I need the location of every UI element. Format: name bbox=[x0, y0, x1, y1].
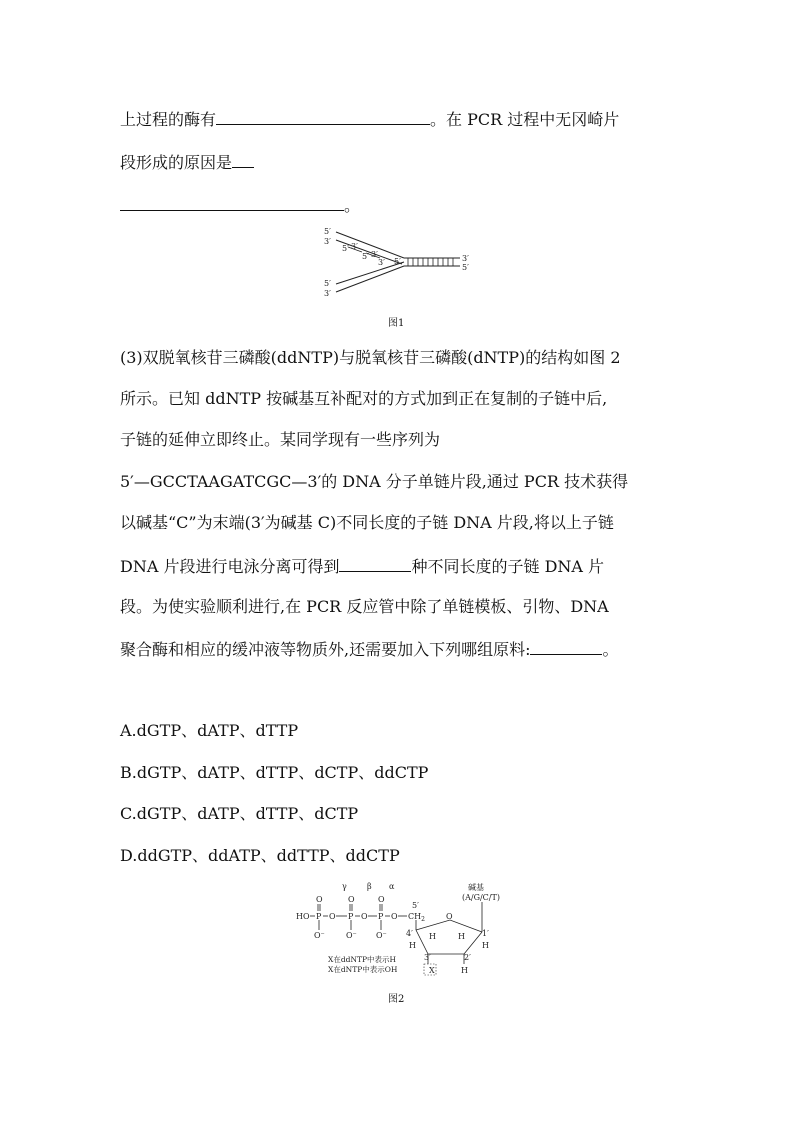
q3-line6 bbox=[120, 555, 604, 577]
phosphate-gamma: P bbox=[316, 912, 322, 921]
c5-label: 5′ bbox=[412, 901, 419, 910]
answer-blank-reason-start[interactable] bbox=[232, 151, 254, 168]
note-dntp: X在dNTP中表示OH bbox=[328, 965, 398, 974]
fig1-label: 3′ bbox=[351, 242, 358, 251]
bridge-o: O bbox=[391, 912, 398, 921]
q3-text: 。 bbox=[602, 640, 619, 659]
phosphate-alpha: P bbox=[378, 912, 384, 921]
h-label: H bbox=[429, 932, 436, 941]
c4-label: 4′ bbox=[406, 929, 413, 938]
fig1-label: 5′ bbox=[462, 263, 469, 272]
q3-line5: 以碱基“C”为末端(3′为碱基 C)不同长度的子链 DNA 片段,将以上子链 bbox=[120, 513, 614, 532]
option-c[interactable]: C.dGTP、dATP、dTTP、dCTP bbox=[120, 804, 359, 823]
o-minus: O⁻ bbox=[376, 931, 387, 940]
fig1-label: 3′ bbox=[324, 289, 331, 298]
c1-label: 1′ bbox=[482, 929, 489, 938]
option-a[interactable]: A.dGTP、dATP、dTTP bbox=[120, 721, 299, 740]
q3-text: 种不同长度的子链 DNA 片 bbox=[411, 557, 605, 576]
x-label: X bbox=[429, 966, 435, 975]
q2-period: 。 bbox=[344, 196, 361, 215]
answer-blank-materials[interactable] bbox=[530, 638, 602, 655]
base-pair-rungs bbox=[408, 258, 453, 266]
alpha-label: α bbox=[389, 882, 395, 891]
fig1-label: 5′ bbox=[324, 227, 331, 236]
h-label: H bbox=[482, 941, 489, 950]
q3-line3: 子链的延伸立即终止。某同学现有一些序列为 bbox=[120, 430, 441, 449]
double-bond-o: O bbox=[348, 895, 355, 904]
fig1-label: 3′ bbox=[324, 237, 331, 246]
phosphate-beta: P bbox=[348, 912, 354, 921]
q2-text-b: 。在 PCR 过程中无冈崎片 bbox=[430, 110, 620, 129]
figure-2-nucleotide-structure bbox=[290, 880, 510, 980]
ho-label: HO bbox=[296, 912, 310, 921]
c2-label: 2′ bbox=[464, 953, 471, 962]
fig1-label: 3′ bbox=[378, 258, 385, 267]
gamma-label: γ bbox=[342, 882, 347, 891]
o-minus: O⁻ bbox=[346, 931, 357, 940]
ch2-label: $CH_2$ bbox=[408, 912, 425, 923]
bridge-o: O bbox=[361, 912, 368, 921]
fig1-label: 5′ bbox=[342, 244, 349, 253]
base-types-label: (A/G/C/T) bbox=[462, 893, 500, 902]
fig1-label: 5′ bbox=[394, 257, 401, 266]
ring-o: O bbox=[446, 912, 453, 921]
lower-strand-inner bbox=[336, 266, 404, 292]
answer-blank-fragment-count[interactable] bbox=[339, 555, 411, 572]
q3-text: DNA 片段进行电泳分离可得到 bbox=[120, 557, 340, 576]
beta-label: β bbox=[367, 882, 372, 891]
fig1-label: 5′ bbox=[362, 252, 369, 261]
q2-line3 bbox=[120, 194, 360, 216]
q3-line7: 段。为使实验顺利进行,在 PCR 反应管中除了单链模板、引物、DNA bbox=[120, 597, 609, 616]
double-bond-o: O bbox=[378, 895, 385, 904]
q3-text: 聚合酶和相应的缓冲液等物质外,还需要加入下列哪组原料: bbox=[120, 640, 531, 659]
q2-text-a: 上过程的酶有 bbox=[120, 110, 217, 129]
note-ddntp: X在ddNTP中表示H bbox=[328, 955, 397, 964]
bridge-o: O bbox=[329, 912, 336, 921]
h-label: H bbox=[409, 941, 416, 950]
q2-line1 bbox=[120, 108, 619, 130]
answer-blank-reason[interactable] bbox=[120, 194, 344, 211]
q3-line2: 所示。已知 ddNTP 按碱基互补配对的方式加到正在复制的子链中后, bbox=[120, 389, 608, 408]
fig1-label: 5′ bbox=[324, 279, 331, 288]
h-label: H bbox=[458, 932, 465, 941]
fig1-label: 3′ bbox=[371, 250, 378, 259]
q3-line4: 5′—GCCTAAGATCGC—3′的 DNA 分子单链片段,通过 PCR 技术获得 bbox=[120, 472, 629, 491]
figure-2-caption: 图2 bbox=[388, 994, 405, 1005]
q3-line1: (3)双脱氧核苷三磷酸(ddNTP)与脱氧核苷三磷酸(dNTP)的结构如图 2 bbox=[120, 348, 621, 367]
answer-blank-enzymes[interactable] bbox=[216, 108, 430, 125]
figure-1-caption: 图1 bbox=[388, 318, 405, 329]
option-b[interactable]: B.dGTP、dATP、dTTP、dCTP、ddCTP bbox=[120, 763, 429, 782]
q2-text-reason: 段形成的原因是 bbox=[120, 153, 233, 172]
option-d[interactable]: D.ddGTP、ddATP、ddTTP、ddCTP bbox=[120, 846, 400, 865]
figure-1-replication-fork bbox=[318, 222, 478, 302]
base-label: 碱基 bbox=[468, 883, 484, 892]
q2-line2 bbox=[120, 151, 254, 173]
q3-line8 bbox=[120, 638, 619, 660]
o-minus: O⁻ bbox=[314, 931, 325, 940]
c3-label: 3′ bbox=[424, 953, 431, 962]
h-label: H bbox=[461, 966, 468, 975]
fig1-label: 3′ bbox=[462, 254, 469, 263]
double-bond-o: O bbox=[316, 895, 323, 904]
